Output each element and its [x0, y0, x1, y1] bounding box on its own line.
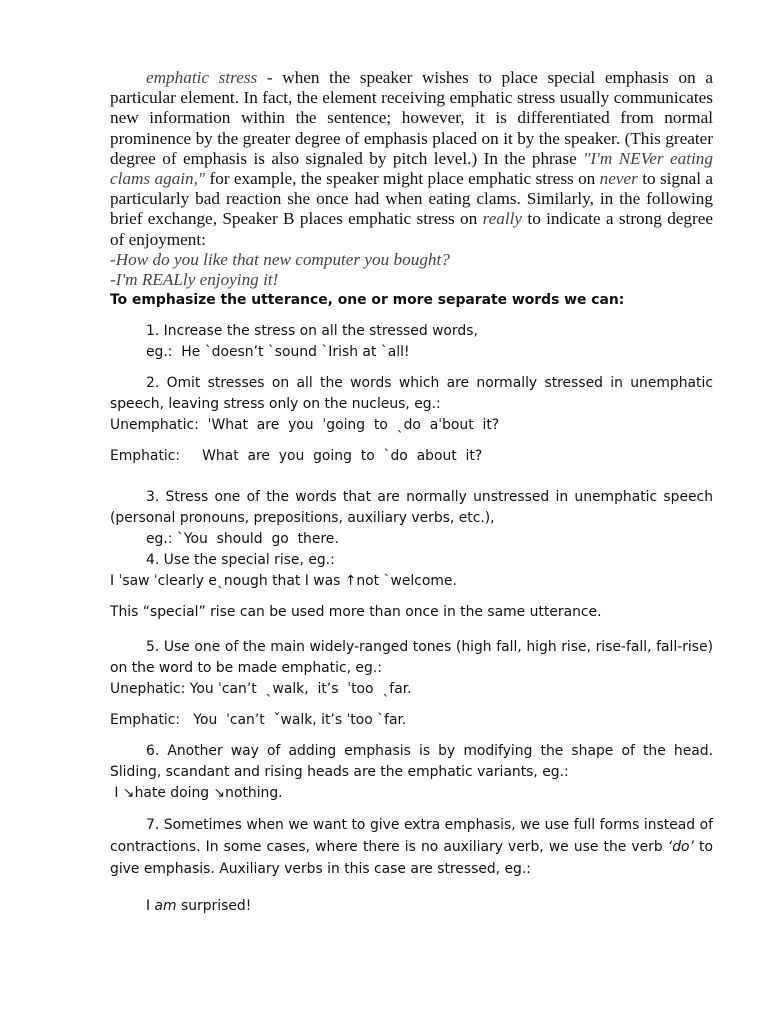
item-6-example: I ↘hate doing ↘nothing. — [110, 785, 283, 802]
item-5-unemphatic: Unephatic: You ˈcan’t ˎwalk, it’s ˈtoo ˎfar. — [110, 681, 412, 698]
item-4-note: This “special” rise can be used more than once in the same utterance. — [110, 604, 602, 621]
dialogue-answer: -I'm REALly enjoying it! — [110, 270, 279, 290]
word-am: am — [154, 898, 177, 915]
item-5: 5. Use one of the main widely-ranged tones (high fall, high rise, rise-fall, fall-rise) on the word to be made emphatic, eg.: — [110, 639, 713, 677]
dialogue-question: -How do you like that new computer you bought? — [110, 249, 450, 269]
item-7: 7. Sometimes when we want to give extra emphasis, we use full forms instead of contractions. In some cases, where there is no auxiliary verb, we use the verb ‘do’ to give emphasis. Auxiliary verbs in this case are stressed, eg.: — [110, 817, 713, 878]
item-4-example: I ˈsaw ˈclearly eˎnough that I was ↑not `welcome. — [110, 573, 457, 590]
item-2-unemphatic: Unemphatic: ˈWhat are you ˈgoing to ˎdo aˈbout it? — [110, 417, 500, 434]
document-page — [110, 68, 713, 917]
term-emphatic-stress: emphatic stress — [146, 68, 258, 87]
section-heading: To emphasize the utterance, one or more separate words we can: — [110, 292, 625, 309]
item-1-example: eg.: He `doesn’t `sound `Irish at `all! — [146, 344, 410, 361]
word-really: really — [482, 209, 523, 229]
item-2-emphatic: Emphatic: What are you going to `do about it? — [110, 448, 483, 465]
item-4: 4. Use the special rise, eg.: — [146, 552, 335, 569]
item-5-emphatic: Emphatic: You ˈcan’t ˇwalk, it’s ˈtoo `far. — [110, 712, 407, 729]
item-2: 2. Omit stresses on all the words which are normally stressed in unemphatic speech, leaving stress only on the nucleus, eg.: — [110, 375, 713, 413]
item-7-example: I am surprised! — [146, 898, 252, 915]
word-never: never — [599, 169, 638, 189]
item-6: 6. Another way of adding emphasis is by modifying the shape of the head. Sliding, scandant and rising heads are the emphatic variants, eg.: — [110, 743, 713, 781]
example-phrase: "I'm NEVer eating clams again," — [110, 148, 713, 189]
intro-paragraph: emphatic stress - when the speaker wishes to place special emphasis on a particular element. In fact, the element receiving emphatic stress usually communicates new information within the sentence; however, it is differentiated from normal prominence by the greater degree of emphasis placed on it by the speaker. (This greater degree of emphasis is also signaled by pitch level.) In the phrase "I'm NEVer eating clams again," for example, the speaker might place emphatic stress on never to signal a particularly bad reaction she once had when eating clams. Similarly, in the following brief exchange, Speaker B places emphatic stress on really to indicate a strong degree of enjoyment: — [110, 68, 713, 249]
word-do: ‘do’ — [667, 839, 694, 856]
item-3: 3. Stress one of the words that are normally unstressed in unemphatic speech (personal pronouns, prepositions, auxiliary verbs, etc.), — [110, 489, 713, 527]
item-3-example: eg.: `You should go there. — [146, 531, 339, 548]
item-1: 1. Increase the stress on all the stressed words, — [146, 323, 478, 340]
